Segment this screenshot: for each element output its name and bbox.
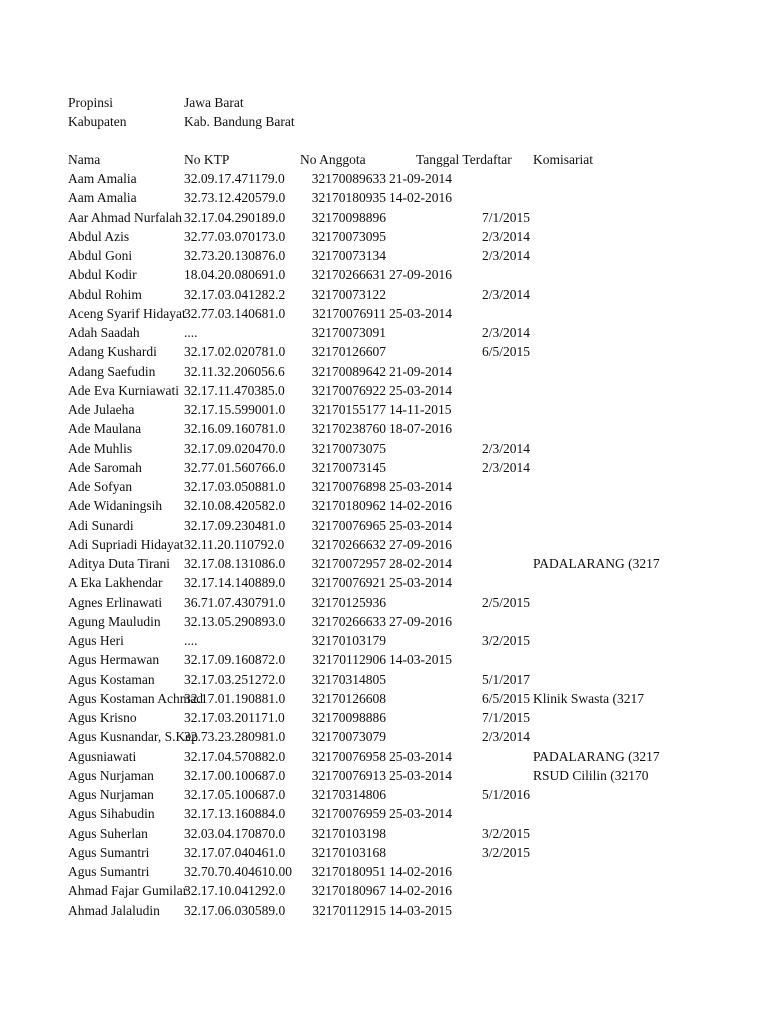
cell-nama: Agus Sihabudin: [68, 806, 155, 822]
cell-tanggal: 14-02-2016: [389, 883, 452, 899]
cell-anggota: 32170076959: [311, 806, 386, 822]
table-row: [0, 419, 768, 438]
cell-ktp: 32.03.04.170870.0: [184, 825, 286, 841]
cell-tanggal: 6/5/2015: [481, 344, 530, 360]
cell-anggota: 32170076911: [312, 305, 386, 321]
cell-anggota: 32170266633: [311, 613, 386, 629]
cell-komisariat: [533, 400, 646, 419]
cell-anggota: 32170238760: [311, 421, 386, 437]
cell-anggota: 32170073095: [311, 228, 386, 244]
cell-ktp: 32.09.17.471179.0: [184, 171, 285, 186]
cell-anggota: 32170155177: [311, 402, 386, 417]
table-row: [0, 901, 768, 920]
cell-anggota: 32170126608: [311, 690, 386, 706]
cell-ktp: 32.10.08.420582.0: [184, 498, 286, 514]
cell-anggota: 32170073134: [311, 248, 386, 263]
cell-tanggal: 5/1/2017: [481, 671, 530, 687]
cell-komisariat: [533, 650, 646, 669]
propinsi-label: Propinsi: [68, 95, 114, 110]
cell-tanggal: 6/5/2015: [481, 690, 530, 706]
table-row: [0, 593, 768, 612]
table-header-row: [0, 150, 768, 169]
table-row: [0, 285, 768, 304]
cell-anggota: 32170076913: [311, 767, 386, 783]
cell-komisariat: [533, 188, 646, 207]
cell-anggota: 32170112906: [312, 652, 386, 668]
table-row: [0, 535, 768, 554]
cell-tanggal: 2/3/2014: [481, 729, 530, 745]
cell-komisariat: [533, 439, 646, 458]
cell-nama: Ahmad Fajar Gumilar: [68, 883, 188, 899]
cell-tanggal: 18-07-2016: [389, 421, 452, 437]
table-row: [0, 573, 768, 592]
table-row: [0, 400, 768, 419]
table-row: [0, 862, 768, 881]
cell-komisariat: [533, 227, 646, 246]
cell-komisariat: [533, 265, 646, 284]
cell-nama: Adang Kushardi: [68, 344, 157, 360]
cell-nama: Adah Saadah: [68, 325, 140, 340]
cell-nama: Abdul Goni: [68, 248, 133, 263]
cell-nama: Agus Sumantri: [68, 864, 150, 879]
cell-anggota: 32170266632: [311, 536, 386, 552]
cell-nama: Ade Julaeha: [68, 402, 135, 417]
table-row: [0, 304, 768, 323]
cell-tanggal: 25-03-2014: [389, 575, 452, 591]
header-nama: Nama: [68, 152, 101, 167]
cell-ktp: ....: [184, 633, 198, 648]
cell-komisariat: [533, 535, 646, 554]
cell-ktp: 32.17.08.131086.0: [184, 556, 286, 571]
cell-ktp: 32.17.09.160872.0: [184, 652, 286, 668]
cell-ktp: 32.17.03.251272.0: [184, 671, 286, 687]
cell-tanggal: 14-03-2015: [389, 902, 452, 918]
cell-ktp: 32.77.03.140681.0: [184, 305, 286, 321]
cell-tanggal: 14-03-2015: [389, 652, 452, 668]
table-row: [0, 804, 768, 823]
cell-anggota: 32170076958: [311, 748, 386, 764]
cell-komisariat: [533, 881, 646, 900]
cell-anggota: 32170073079: [311, 729, 386, 745]
cell-komisariat: [533, 285, 646, 304]
cell-anggota: 32170112915: [312, 902, 386, 918]
cell-nama: A Eka Lakhendar: [68, 575, 163, 591]
cell-ktp: 32.17.05.100687.0: [184, 787, 286, 802]
cell-ktp: 32.17.11.470385.0: [184, 382, 285, 398]
cell-nama: Aam Amalia: [68, 171, 137, 186]
cell-anggota: 32170076921: [311, 575, 386, 591]
cell-komisariat: [533, 862, 646, 881]
cell-nama: Agus Hermawan: [68, 652, 160, 668]
table-row: [0, 246, 768, 265]
cell-ktp: 18.04.20.080691.0: [184, 267, 286, 283]
cell-nama: Agus Kostaman: [68, 671, 155, 687]
cell-anggota: 32170180951: [311, 864, 386, 879]
cell-anggota: 32170073122: [311, 286, 386, 302]
table-row: [0, 727, 768, 746]
cell-anggota: 32170098896: [311, 209, 386, 225]
cell-tanggal: 25-03-2014: [389, 767, 452, 783]
cell-nama: Agus Kostaman Achmad: [68, 690, 203, 706]
table-row: [0, 496, 768, 515]
cell-tanggal: 7/1/2015: [481, 710, 530, 725]
cell-ktp: 32.17.02.020781.0: [184, 344, 286, 360]
cell-komisariat: [533, 477, 646, 496]
cell-ktp: 32.13.05.290893.0: [184, 613, 286, 629]
cell-tanggal: 25-03-2014: [389, 479, 452, 494]
table-row: [0, 362, 768, 381]
cell-ktp: 32.17.09.230481.0: [184, 517, 286, 533]
cell-anggota: 32170180935: [311, 190, 386, 206]
table-row: [0, 516, 768, 535]
cell-tanggal: 3/2/2015: [481, 844, 530, 860]
cell-nama: Agusniawati: [68, 748, 137, 764]
cell-nama: Adi Supriadi Hidayat: [68, 536, 184, 552]
table-row: [0, 439, 768, 458]
cell-komisariat: [533, 573, 646, 592]
cell-komisariat: [533, 169, 646, 188]
cell-tanggal: 21-09-2014: [389, 171, 452, 186]
cell-komisariat: [533, 901, 646, 920]
cell-anggota: 32170089642: [311, 363, 386, 379]
cell-nama: Agus Suherlan: [68, 825, 148, 841]
cell-ktp: 32.77.03.070173.0: [184, 228, 286, 244]
cell-nama: Agus Sumantri: [68, 844, 150, 860]
cell-komisariat: [533, 824, 646, 843]
cell-anggota: 32170073091: [311, 325, 386, 340]
cell-komisariat: [533, 246, 646, 265]
cell-ktp: 32.73.20.130876.0: [184, 248, 286, 263]
cell-tanggal: 25-03-2014: [389, 305, 452, 321]
cell-tanggal: 14-02-2016: [389, 190, 452, 206]
cell-anggota: 32170103168: [311, 844, 386, 860]
cell-ktp: 32.17.03.041282.2: [184, 286, 286, 302]
cell-anggota: 32170089633: [311, 171, 386, 186]
cell-anggota: 32170314805: [311, 671, 386, 687]
table-row: [0, 323, 768, 342]
table-row: [0, 381, 768, 400]
cell-nama: Agus Nurjaman: [68, 767, 154, 783]
cell-ktp: 32.17.09.020470.0: [184, 440, 286, 456]
cell-tanggal: 28-02-2014: [389, 556, 452, 571]
table-row: [0, 208, 768, 227]
cell-ktp: 32.73.23.280981.0: [184, 729, 286, 745]
kabupaten-value: Kab. Bandung Barat: [184, 114, 295, 129]
cell-komisariat: [533, 458, 646, 477]
header-ktp: No KTP: [184, 152, 230, 167]
table-row: [0, 265, 768, 284]
cell-ktp: 32.17.10.041292.0: [184, 883, 286, 899]
cell-tanggal: 2/3/2014: [481, 228, 530, 244]
table-row: [0, 477, 768, 496]
cell-nama: Agus Heri: [68, 633, 124, 648]
cell-nama: Ahmad Jalaludin: [68, 902, 160, 918]
cell-nama: Ade Muhlis: [68, 440, 133, 456]
cell-nama: Agnes Erlinawati: [68, 594, 163, 610]
cell-anggota: 32170072957: [311, 556, 386, 571]
cell-nama: Aceng Syarif Hidayat: [68, 305, 186, 321]
cell-anggota: 32170180962: [311, 498, 386, 514]
cell-komisariat: [533, 381, 646, 400]
table-row: [0, 670, 768, 689]
cell-ktp: ....: [184, 325, 198, 340]
cell-ktp: 32.70.70.404610.00: [184, 864, 292, 879]
header-komisariat: Komisariat: [533, 152, 593, 167]
cell-anggota: 32170103179: [311, 633, 386, 648]
cell-komisariat: [533, 323, 646, 342]
propinsi-value: Jawa Barat: [184, 95, 244, 110]
cell-tanggal: 27-09-2016: [389, 267, 452, 283]
cell-ktp: 32.11.20.110792.0: [184, 536, 285, 552]
cell-anggota: 32170076922: [311, 382, 386, 398]
cell-anggota: 32170266631: [311, 267, 386, 283]
cell-komisariat: [533, 843, 646, 862]
cell-nama: Ade Sofyan: [68, 479, 133, 494]
cell-ktp: 32.11.32.206056.6: [184, 363, 285, 379]
cell-tanggal: 14-02-2016: [389, 864, 452, 879]
cell-anggota: 32170103198: [311, 825, 386, 841]
table-row: [0, 554, 768, 573]
cell-ktp: 32.17.03.201171.0: [184, 710, 285, 725]
cell-nama: Ade Eva Kurniawati: [68, 382, 179, 398]
cell-ktp: 32.73.12.420579.0: [184, 190, 286, 206]
cell-tanggal: 14-02-2016: [389, 498, 452, 514]
table-row: [0, 843, 768, 862]
cell-ktp: 32.17.00.100687.0: [184, 767, 286, 783]
meta-row-kabupaten: [0, 112, 768, 131]
cell-nama: Agus Nurjaman: [68, 787, 154, 802]
cell-tanggal: 25-03-2014: [389, 382, 452, 398]
cell-ktp: 32.17.03.050881.0: [184, 479, 286, 494]
cell-tanggal: 2/3/2014: [481, 459, 530, 475]
table-row: [0, 708, 768, 727]
cell-ktp: 32.17.13.160884.0: [184, 806, 286, 822]
table-row: [0, 766, 768, 785]
table-row: [0, 824, 768, 843]
cell-tanggal: 2/3/2014: [481, 286, 530, 302]
cell-komisariat: [533, 593, 646, 612]
cell-anggota: 32170073075: [311, 440, 386, 456]
cell-nama: Ade Maulana: [68, 421, 142, 437]
table-row: [0, 785, 768, 804]
cell-ktp: 32.16.09.160781.0: [184, 421, 286, 437]
cell-komisariat: [533, 342, 646, 361]
cell-tanggal: 25-03-2014: [389, 517, 452, 533]
cell-tanggal: 3/2/2015: [481, 633, 530, 648]
cell-tanggal: 25-03-2014: [389, 806, 452, 822]
cell-nama: Aar Ahmad Nurfalah: [68, 209, 182, 225]
cell-tanggal: 3/2/2015: [481, 825, 530, 841]
cell-nama: Aam Amalia: [68, 190, 137, 206]
cell-nama: Adang Saefudin: [68, 363, 156, 379]
cell-komisariat: [533, 208, 646, 227]
meta-row-propinsi: [0, 93, 768, 112]
cell-nama: Ade Saromah: [68, 459, 142, 475]
cell-nama: Adi Sunardi: [68, 517, 134, 533]
cell-tanggal: 5/1/2016: [481, 787, 530, 802]
cell-komisariat: [533, 727, 646, 746]
cell-anggota: 32170098886: [311, 710, 386, 725]
cell-komisariat: PADALARANG (3217: [533, 748, 660, 764]
header-anggota: No Anggota: [300, 152, 366, 167]
cell-ktp: 32.17.04.290189.0: [184, 209, 286, 225]
cell-komisariat: [533, 804, 646, 823]
cell-anggota: 32170126607: [311, 344, 386, 360]
header-tanggal: Tanggal Terdaftar: [416, 152, 512, 167]
cell-komisariat: Klinik Swasta (3217: [533, 690, 644, 706]
cell-ktp: 32.17.07.040461.0: [184, 844, 286, 860]
cell-ktp: 32.17.14.140889.0: [184, 575, 286, 591]
cell-nama: Abdul Kodir: [68, 267, 137, 283]
cell-ktp: 32.17.04.570882.0: [184, 748, 286, 764]
table-row: [0, 188, 768, 207]
cell-komisariat: [533, 631, 646, 650]
cell-komisariat: [533, 496, 646, 515]
table-row: [0, 631, 768, 650]
cell-tanggal: 27-09-2016: [389, 536, 452, 552]
cell-ktp: 36.71.07.430791.0: [184, 594, 286, 610]
cell-nama: Abdul Rohim: [68, 286, 142, 302]
cell-ktp: 32.17.01.190881.0: [184, 690, 286, 706]
cell-ktp: 32.77.01.560766.0: [184, 459, 286, 475]
cell-komisariat: [533, 670, 646, 689]
cell-nama: Agung Mauludin: [68, 613, 161, 629]
cell-anggota: 32170073145: [311, 459, 386, 475]
cell-nama: Ade Widaningsih: [68, 498, 163, 514]
cell-komisariat: [533, 785, 646, 804]
cell-anggota: 32170314806: [311, 787, 386, 802]
cell-tanggal: 27-09-2016: [389, 613, 452, 629]
cell-tanggal: 2/3/2014: [481, 248, 530, 263]
cell-komisariat: [533, 708, 646, 727]
cell-anggota: 32170076965: [311, 517, 386, 533]
cell-anggota: 32170076898: [311, 479, 386, 494]
cell-nama: Agus Kusnandar, S.Kep: [68, 729, 198, 745]
cell-komisariat: [533, 419, 646, 438]
cell-ktp: 32.17.06.030589.0: [184, 902, 286, 918]
cell-tanggal: 25-03-2014: [389, 748, 452, 764]
cell-tanggal: 14-11-2015: [389, 402, 452, 417]
cell-tanggal: 2/3/2014: [481, 325, 530, 340]
table-row: [0, 650, 768, 669]
cell-tanggal: 21-09-2014: [389, 363, 452, 379]
kabupaten-label: Kabupaten: [68, 114, 127, 129]
cell-anggota: 32170180967: [311, 883, 386, 899]
table-row: [0, 689, 768, 708]
table-row: [0, 747, 768, 766]
cell-ktp: 32.17.15.599001.0: [184, 402, 286, 417]
cell-nama: Aditya Duta Tirani: [68, 556, 171, 571]
cell-nama: Abdul Azis: [68, 228, 130, 244]
table-row: [0, 227, 768, 246]
cell-komisariat: RSUD Cililin (32170: [533, 767, 649, 783]
cell-komisariat: [533, 516, 646, 535]
cell-tanggal: 7/1/2015: [481, 209, 530, 225]
cell-anggota: 32170125936: [311, 594, 386, 610]
table-row: [0, 881, 768, 900]
table-row: [0, 169, 768, 188]
cell-komisariat: PADALARANG (3217: [533, 556, 660, 571]
cell-komisariat: [533, 612, 646, 631]
cell-komisariat: [533, 304, 646, 323]
table-row: [0, 458, 768, 477]
table-row: [0, 342, 768, 361]
cell-nama: Agus Krisno: [68, 710, 137, 725]
cell-tanggal: 2/3/2014: [481, 440, 530, 456]
table-row: [0, 612, 768, 631]
cell-komisariat: [533, 362, 646, 381]
cell-tanggal: 2/5/2015: [481, 594, 530, 610]
